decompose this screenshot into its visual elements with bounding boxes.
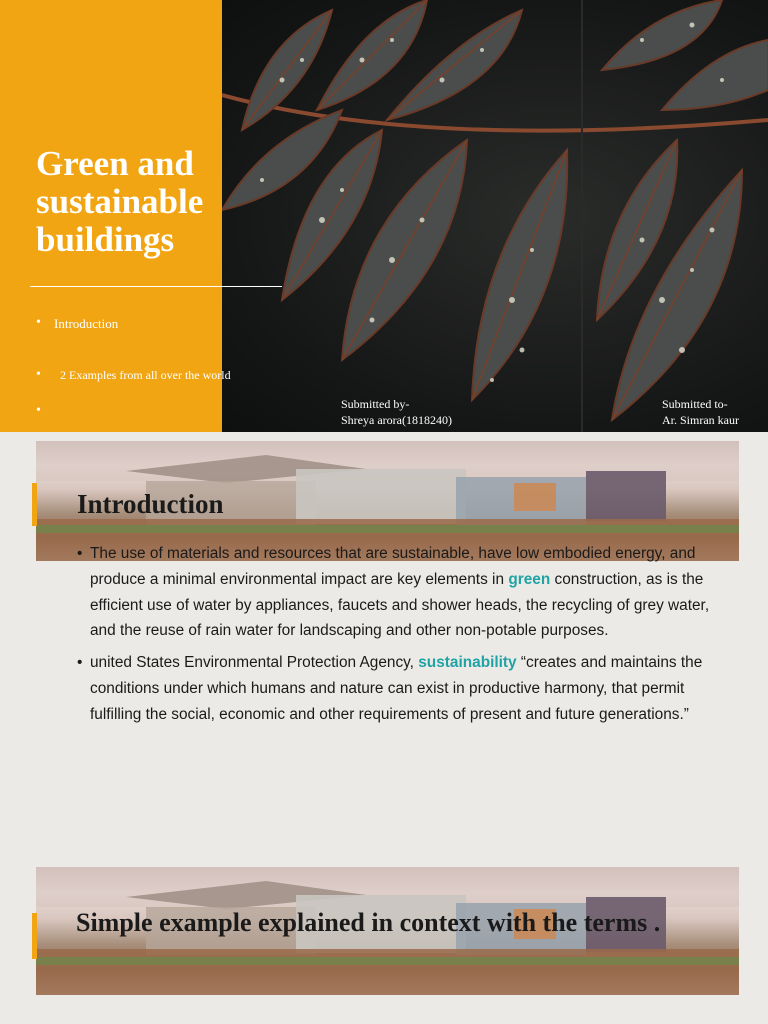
agenda-item: • 2 Examples from all over the world [36, 368, 316, 382]
title-accent-bar [32, 913, 37, 959]
section-title-introduction: Introduction [77, 489, 224, 519]
introduction-points [77, 541, 717, 734]
section-title-example: Simple example explained in context with the terms . [76, 908, 661, 937]
highlight-term: sustainability [418, 654, 517, 672]
submitted-to-label: Submitted to- [662, 397, 728, 411]
list-item: • The use of materials and resources that are sustainable, have low embodied energy, and produce a minimal environmental impact are key elements in green construction, as is the efficient use of water by appliances, faucets and shower heads, the recycling of grey water, and the reuse of rain water for landscaping and other non-potable purposes. [77, 541, 717, 644]
list-item: • united States Environmental Protection Agency, sustainability “creates and maintains the conditions under which humans and nature can exist in productive harmony, that permit fulfilling the social, economic and other requirements of present and future generations.” [77, 650, 717, 727]
submitted-by-label: Submitted by- [341, 397, 410, 411]
highlight-term: green [508, 570, 551, 588]
agenda-item [36, 404, 316, 418]
agenda-list [36, 312, 316, 382]
submitted-to [662, 396, 739, 428]
title-divider [30, 286, 282, 287]
agenda-item: • Introduction [36, 316, 316, 330]
submitted-by-name: Shreya arora(1818240) [341, 413, 452, 427]
title-accent-bar [32, 483, 37, 526]
submitted-to-name: Ar. Simran kaur [662, 413, 739, 427]
submitted-by [341, 396, 452, 428]
title-slide [0, 0, 768, 432]
presentation-title: Green and sustainable buildings [36, 144, 204, 259]
